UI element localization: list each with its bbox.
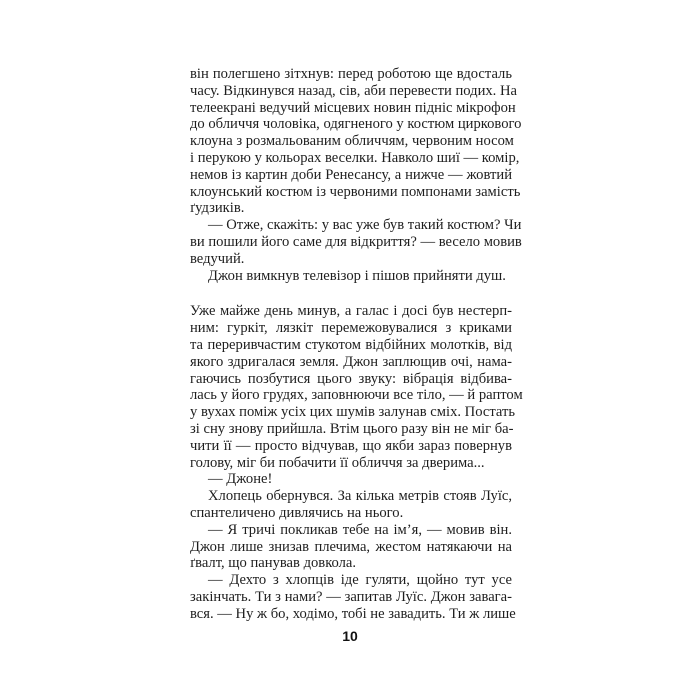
text-line: зі сну знову прийшла. Втім цього разу він не міг ба- <box>190 420 514 437</box>
text-line: Уже майже день минув, а галас і досі був нестерп- <box>190 303 512 320</box>
text-line: та переривчастим стукотом відбійних молотків, від <box>190 336 512 353</box>
text-line: спантеличено дивлячись на нього. <box>190 504 404 521</box>
text-line: Хлопець обернувся. За кілька метрів стояв Луїс, <box>208 488 512 505</box>
text-line: ґвалт, що панував довкола. <box>190 555 357 572</box>
text-line: ведучий. <box>190 250 245 267</box>
text-line: ви пошили його саме для відкриття? — весело мовив <box>190 233 522 250</box>
text-line: він полегшено зітхнув: перед роботою ще вдосталь <box>190 66 512 82</box>
text-line: чити її — просто відчував, що якби зараз повернув <box>190 437 512 454</box>
text-line: клоуна з розмальованим обличчям, червоним носом <box>190 133 514 150</box>
text-line: клоунський костюм із червоними помпонами замість <box>190 183 521 200</box>
text-line: лась у його грудях, заповнюючи все тіло, — й раптом <box>190 387 523 404</box>
text-line: вся. — Ну ж бо, ходімо, тобі не завадить. Ти ж лише <box>190 605 516 622</box>
text-line: голову, міг би побачити її обличчя за дверима... <box>190 454 485 471</box>
text-line: у вухах поміж усіх цих шумів залунав сміх. Постать <box>190 404 516 421</box>
book-page-text <box>190 66 523 623</box>
text-line: і перукою у кольорах веселки. Навколо шиї — комір, <box>190 149 520 166</box>
text-line: до обличчя чоловіка, одягненого у костюм циркового <box>190 116 522 133</box>
text-line: гаючись позбутися цього звуку: вібрація відбива- <box>190 370 512 387</box>
section-break <box>190 284 512 303</box>
text-line: часу. Відкинувся назад, сів, аби перевести подих. На <box>190 82 517 99</box>
text-line: ним: гуркіт, лязкіт перемежовувалися з криками <box>190 320 512 337</box>
text-line: немов із картин доби Ренесансу, а нижче — жовтий <box>190 166 512 183</box>
text-line: — Я тричі покликав тебе на ім’я, — мовив він. <box>208 521 512 538</box>
text-line: телеекрані ведучий місцевих новин підніс мікрофон <box>190 99 516 116</box>
text-line: Джон вимкнув телевізор і пішов прийняти душ. <box>208 267 506 284</box>
text-line: — Дехто з хлопців іде гуляти, щойно тут усе <box>208 572 512 589</box>
page-number: 10 <box>342 628 358 644</box>
text-line: Джон лише знизав плечима, жестом натякаючи на <box>190 538 512 555</box>
text-line: ґудзиків. <box>190 200 245 217</box>
text-line: — Джоне! <box>208 471 273 488</box>
text-line: якого здригалася земля. Джон заплющив очі, нама- <box>190 353 512 370</box>
text-line: закінчать. Ти з нами? — запитав Луїс. Джон завага- <box>190 588 512 605</box>
text-line: — Отже, скажіть: у вас уже був такий костюм? Чи <box>208 217 522 234</box>
